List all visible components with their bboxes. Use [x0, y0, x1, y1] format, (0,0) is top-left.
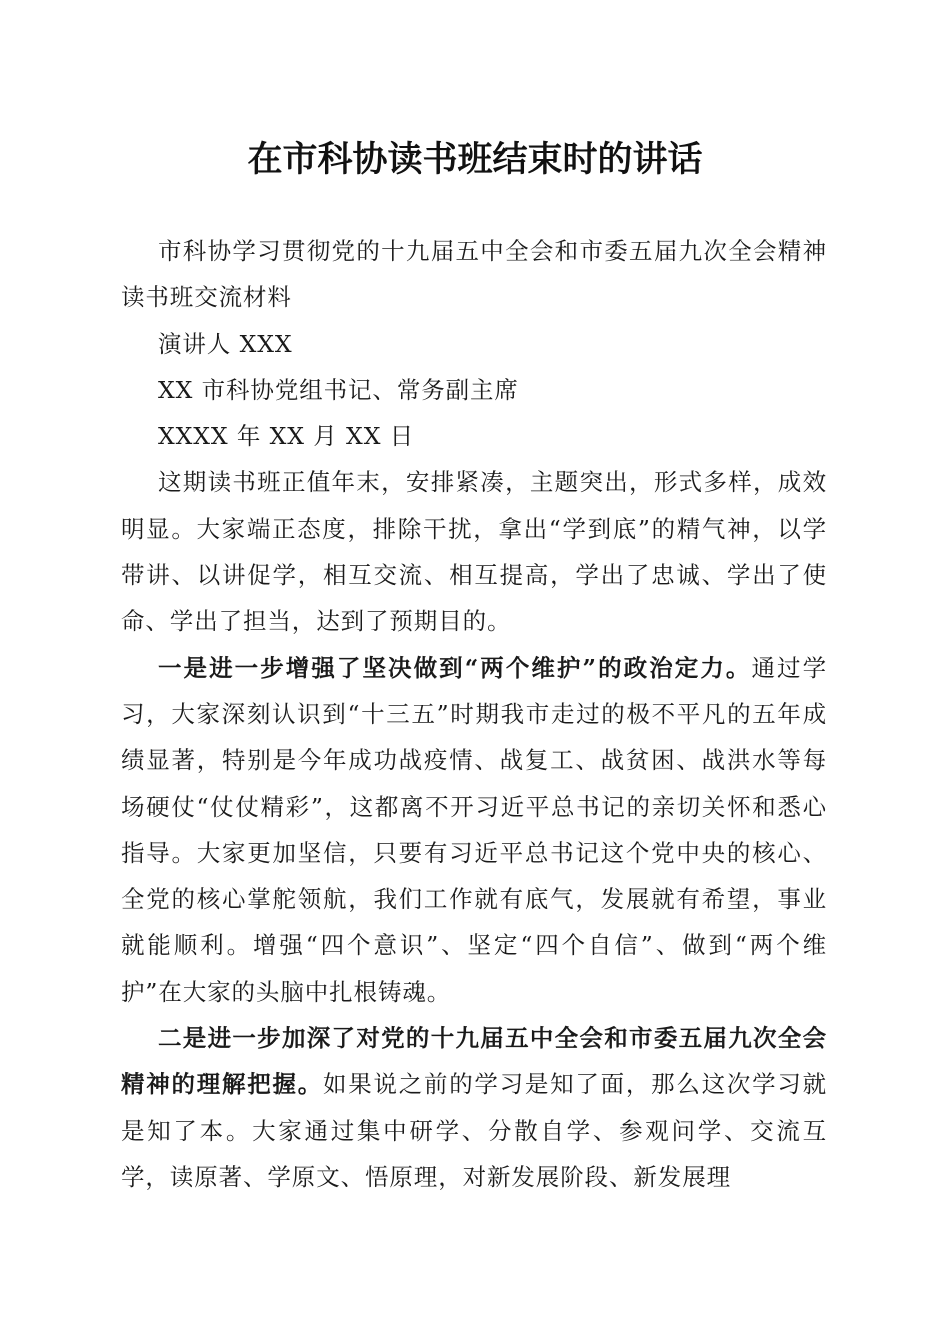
subtitle-paragraph: 市科协学习贯彻党的十九届五中全会和市委五届九次全会精神读书班交流材料: [121, 237, 827, 312]
paragraph-text: 通过学习，大家深刻认识到“十三五”时期我市走过的极不平凡的五年成绩显著，特别是今年成功战疫情、战复工、战贫困、战洪水等每场硬仗“仗仗精彩”，这都离不开习近平总书记的亲切关怀和悉心指导。大家更加坚信，只要有习近平总书记这个党中央的核心、全党的核心掌舵领航，我们工作就有底气，发展就有希望，事业就能顺利。增强“四个意识”、坚定“四个自信”、做到“两个维护”在大家的头脑中扎根铸魂。: [121, 653, 828, 1006]
paragraph-text: 这期读书班正值年末，安排紧凑，主题突出，形式多样，成效明显。大家端正态度，排除干扰，拿出“学到底”的精气神，以学带讲、以讲促学，相互交流、相互提高，学出了忠诚、学出了使命、学出了担当，达到了预期目的。: [121, 468, 827, 636]
date-line: XXXX 年 XX 月 XX 日: [158, 422, 415, 451]
page-title: 在市科协读书班结束时的讲话: [247, 139, 703, 180]
document-body: [121, 228, 827, 1200]
speaker-line: 演讲人 XXX: [158, 329, 293, 358]
paragraph-lead: 一是进一步增强了坚决做到“两个维护”的政治定力。: [158, 653, 752, 682]
paragraph-lead: 二是进一步加深了对党的十九届五中全会和市委五届九次全会精神的理解把握。: [121, 1024, 827, 1099]
position-line: XX 市科协党组书记、常务副主席: [158, 375, 519, 404]
body-paragraph: [121, 1015, 827, 1200]
body-paragraph: [121, 459, 827, 644]
paragraph-text: 如果说之前的学习是知了面，那么这次学习就是知了本。大家通过集中研学、分散自学、参观问学、交流互学，读原著、学原文、悟原理，对新发展阶段、新发展理: [121, 1070, 828, 1191]
body-paragraph: [121, 645, 827, 1015]
